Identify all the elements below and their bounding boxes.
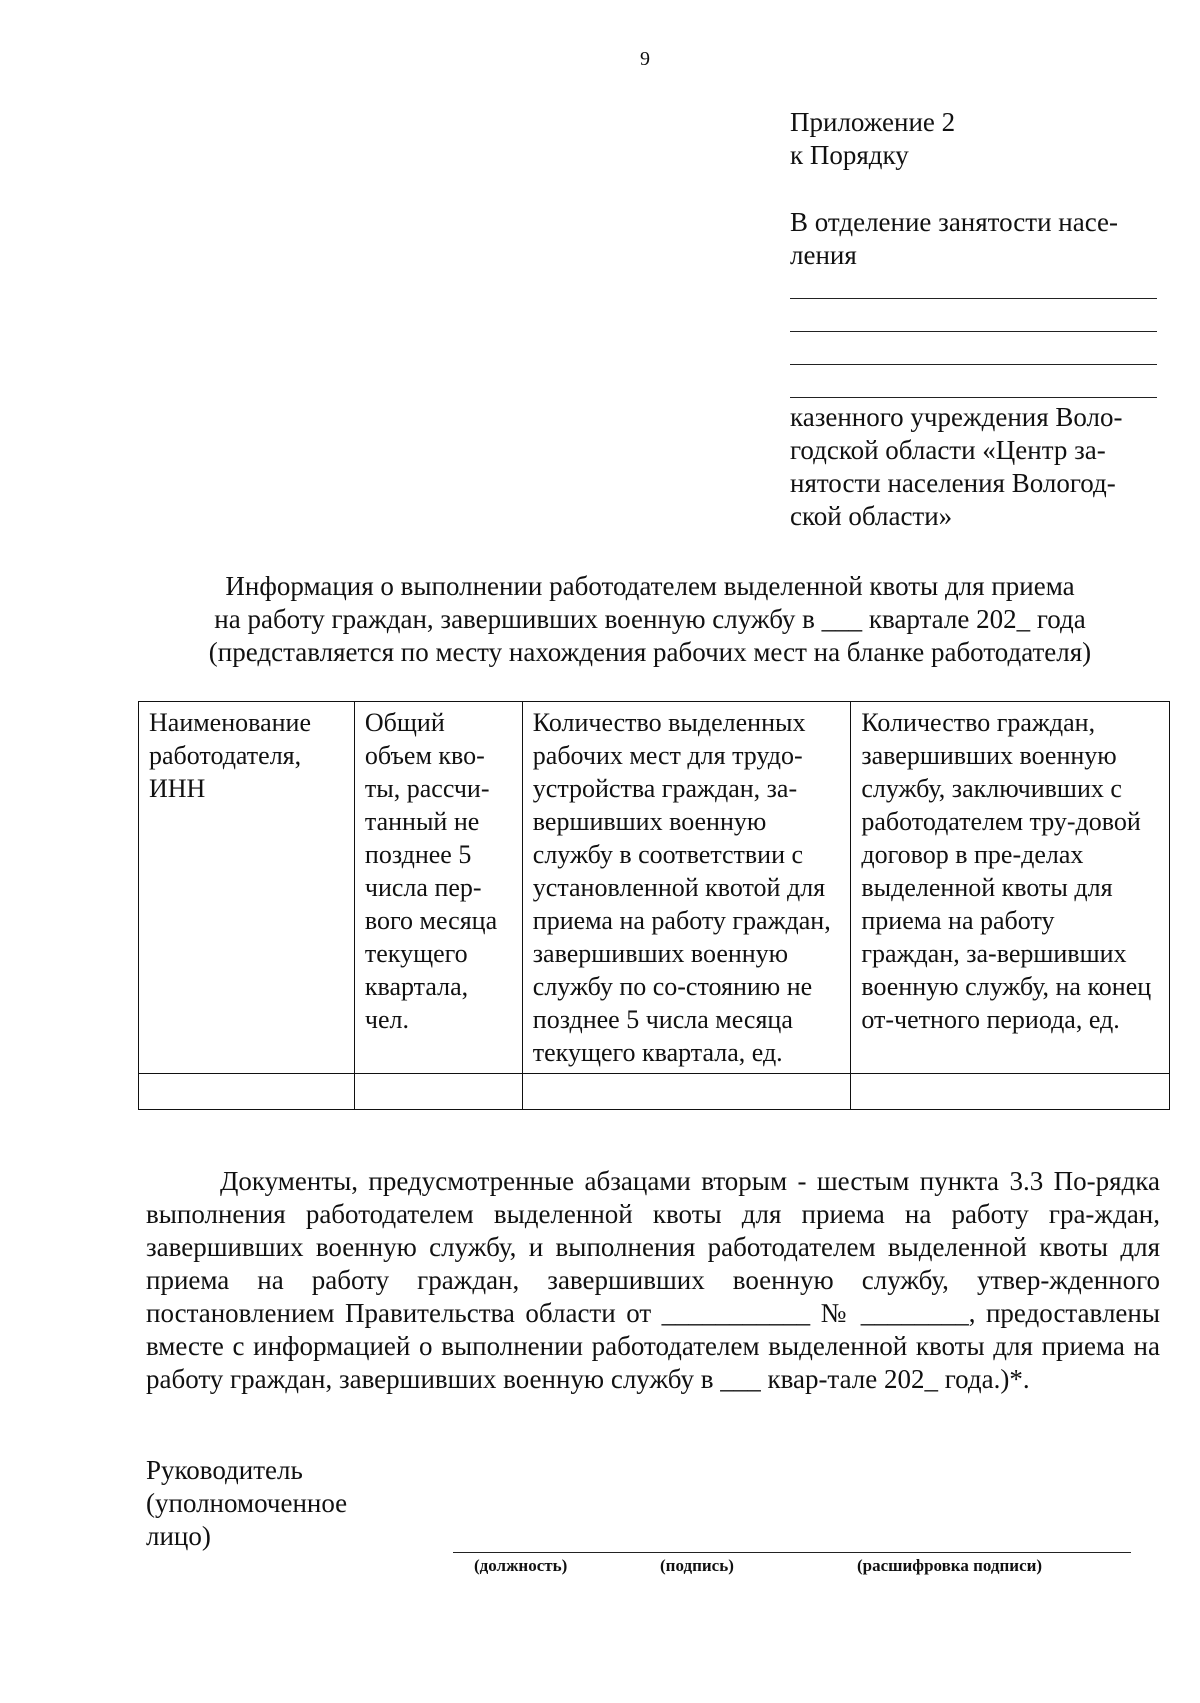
addressee-blank-line-3 xyxy=(790,364,1157,365)
title-line-3: (представляется по месту нахождения рабочих мест на бланке работодателя) xyxy=(208,637,1092,667)
signer-line-1: Руководитель xyxy=(146,1455,303,1485)
appendix-heading xyxy=(790,106,955,172)
page-number: 9 xyxy=(640,48,650,70)
addressee-blank-line-2 xyxy=(790,331,1157,332)
cell-allocated-jobs[interactable] xyxy=(522,1074,851,1110)
signer-line-3: лицо) xyxy=(146,1521,211,1551)
org-line-2: годской области «Центр за- xyxy=(790,435,1106,465)
cell-total-quota[interactable] xyxy=(354,1074,522,1110)
signer-line-2: (уполномоченное xyxy=(146,1488,348,1518)
org-line-4: ской области» xyxy=(790,501,953,531)
organization-name xyxy=(790,401,1123,533)
cell-employed-citizens[interactable] xyxy=(851,1074,1170,1110)
documents-paragraph: Документы, предусмотренные абзацами вторым - шестым пункта 3.3 По-рядка выполнения работодателем выделенной квоты для приема на работу гра-ждан, завершивших военную службу, и выполнения работодателем выделенной квоты для приема на работу граждан, завершивших военную службу, утвер-жденного постановлением Правительства области от ___________ № ________, предоставлены вместе с информацией о выполнении работодателем выделенной квоты для приема на работу граждан, завершивших военную службу в ___ квар-тале 202_ года.)*. xyxy=(146,1166,1160,1394)
header-total-quota: Общий объем кво-ты, рассчи-танный не позднее 5 числа пер-вого месяца текущего квартала, чел. xyxy=(354,702,522,1074)
signer-label xyxy=(146,1454,347,1553)
header-allocated-jobs: Количество выделенных рабочих мест для трудо-устройства граждан, за-вершивших военную службу в соответствии с установленной квотой для приема на работу граждан, завершивших военную службу по со-стоянию не позднее 5 числа месяца текущего квартала, ед. xyxy=(522,702,851,1074)
header-employed-citizens: Количество граждан, завершивших военную службу, заключивших с работодателем тру-довой договор в пре-делах выделенной квоты для приема на работу граждан, за-вершивших военную службу, на конец от-четного периода, ед. xyxy=(851,702,1170,1074)
addressee-line-2: ления xyxy=(790,240,857,270)
quota-table xyxy=(138,701,1170,1110)
header-employer-name: Наименование работодателя, ИНН xyxy=(139,702,355,1074)
caption-position: (должность) xyxy=(474,1556,568,1575)
title-line-1: Информация о выполнении работодателем выделенной квоты для приема xyxy=(225,571,1075,601)
caption-signature-decoding: (расшифровка подписи) xyxy=(857,1556,1043,1575)
org-line-1: казенного учреждения Воло- xyxy=(790,402,1123,432)
appendix-line-2: к Порядку xyxy=(790,140,909,170)
addressee xyxy=(790,206,1118,272)
table-header-row xyxy=(139,702,1170,1074)
title-line-2: на работу граждан, завершивших военную службу в ___ квартале 202_ года xyxy=(214,604,1086,634)
addressee-blank-line-4 xyxy=(790,397,1157,398)
document-title xyxy=(150,570,1150,669)
caption-signature: (подпись) xyxy=(660,1556,734,1575)
signature-line xyxy=(453,1552,1131,1553)
addressee-blank-line-1 xyxy=(790,298,1157,299)
org-line-3: нятости населения Вологод- xyxy=(790,468,1116,498)
table-row xyxy=(139,1074,1170,1110)
appendix-line-1: Приложение 2 xyxy=(790,107,956,137)
addressee-line-1: В отделение занятости насе- xyxy=(790,207,1118,237)
cell-employer-name[interactable] xyxy=(139,1074,355,1110)
